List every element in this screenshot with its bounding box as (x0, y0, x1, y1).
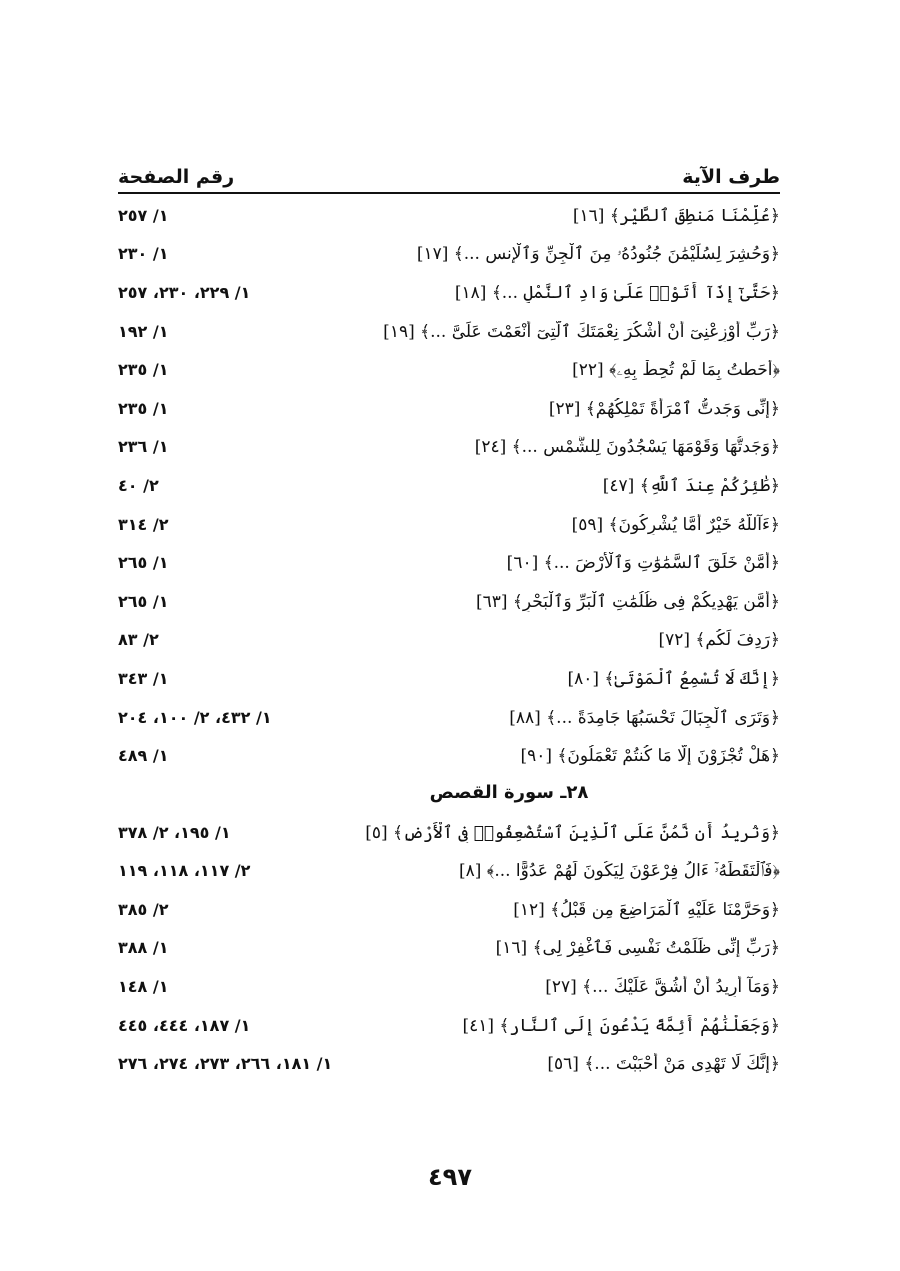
index-row (118, 466, 780, 505)
page-refs: ١/ ١٨٧، ٤٤٤، ٤٤٥ (118, 1015, 251, 1035)
page-refs: ١/ ١٩٥، ٢/ ٣٧٨ (118, 822, 231, 842)
index-row (118, 196, 780, 235)
page-column-header: رقم الصفحة (118, 166, 235, 188)
index-row (118, 890, 780, 929)
index-row (118, 350, 780, 389)
verse-text: ﴿ءَآللَّهُ خَيْرٌ أَمَّا يُشْرِكُونَ﴾ [٥٩] (571, 514, 780, 535)
index-row (118, 428, 780, 467)
page-refs: ١/ ٢٣٥ (118, 360, 169, 380)
verse-text: ﴿وَمَآ أُرِيدُ أَنْ أَشُقَّ عَلَيْكَ ...﴾ [٢٧] (545, 977, 780, 998)
verse-text: ﴿رَدِفَ لَكُم﴾ [٧٢] (658, 630, 780, 651)
verse-text: ﴿وَحُشِرَ لِسُلَيْمَٰنَ جُنُودُهُۥ مِنَ ٱلْجِنِّ وَٱلْإِنسِ ...﴾ [١٧] (416, 244, 780, 265)
page-refs: ١/ ٢٥٧ (118, 205, 169, 225)
index-row (118, 505, 780, 544)
index-row (118, 852, 780, 891)
page-refs: ٢/ ٨٣ (118, 630, 159, 650)
surah-section-title: ٢٨ـ سورة القصص (429, 781, 589, 803)
verse-text: ﴿رَبِّ إِنِّى ظَلَمْتُ نَفْسِى فَٱغْفِرْ لِى﴾ [١٦] (495, 938, 780, 959)
verse-text: ﴿إِنَّكَ لَا تَهْدِى مَنْ أَحْبَبْتَ ...﴾ [٥٦] (547, 1054, 780, 1075)
page-number: ٤٩٧ (428, 1163, 472, 1191)
verse-text: ﴿أَمَّن يَهْدِيكُمْ فِى ظُلُمَٰتِ ٱلْبَرِّ وَٱلْبَحْرِ﴾ [٦٣] (475, 591, 780, 612)
index-row (118, 273, 780, 312)
index-row (118, 698, 780, 737)
page-refs: ١/ ٢٣٥ (118, 398, 169, 418)
verse-text: ﴿أَحَطتُ بِمَا لَمْ تُحِطْ بِهِۦ﴾ [٢٢] (572, 359, 780, 380)
index-row (118, 543, 780, 582)
verse-text: ﴿وَنُرِيدُ أَن نَّمُنَّ عَلَى ٱلَّذِينَ ٱسْتُضْعِفُوا۟ فِى ٱلْأَرْضِ﴾ [٥] (365, 822, 780, 843)
verse-column-header: طرف الآية (682, 166, 780, 188)
verse-text: ﴿وَجَعَلْنَٰهُمْ أَئِمَّةً يَدْعُونَ إِلَى ٱلنَّارِ﴾ [٤١] (462, 1015, 780, 1036)
page-refs: ١/ ٢٢٩، ٢٣٠، ٢٥٧ (118, 282, 251, 302)
page-refs: ١/ ٢٣٠ (118, 244, 169, 264)
index-row (118, 389, 780, 428)
page-refs: ٢/ ٤٠ (118, 475, 159, 495)
verse-text: ﴿هَلْ تُجْزَوْنَ إِلَّا مَا كُنتُمْ تَعْمَلُونَ﴾ [٩٠] (520, 746, 780, 767)
page-refs: ١/ ٣٨٨ (118, 938, 169, 958)
index-row (118, 736, 780, 775)
table-header (118, 150, 780, 194)
index-rows-before (118, 196, 780, 775)
index-page (118, 150, 780, 1250)
verse-text: ﴿إِنَّكَ لَا تُسْمِعُ ٱلْمَوْتَىٰ﴾ [٨٠] (567, 668, 780, 689)
index-rows-after (118, 813, 780, 1083)
page-refs: ١/ ٤٣٢، ٢/ ١٠٠، ٢٠٤ (118, 707, 272, 727)
verse-text: ﴿رَبِّ أَوْزِعْنِىٓ أَنْ أَشْكُرَ نِعْمَتَكَ ٱلَّتِىٓ أَنْعَمْتَ عَلَىَّ ...﴾ [١٩] (383, 321, 780, 342)
index-row (118, 235, 780, 274)
index-row (118, 1044, 780, 1083)
verse-text: ﴿حَتَّىٰٓ إِذَآ أَتَوْا۟ عَلَىٰ وَادِ ٱلنَّمْلِ ...﴾ [١٨] (454, 282, 780, 303)
index-row (118, 621, 780, 660)
page-refs: ١/ ٢٦٥ (118, 553, 169, 573)
verse-text: ﴿وَجَدتُّهَا وَقَوْمَهَا يَسْجُدُونَ لِلشَّمْسِ ...﴾ [٢٤] (474, 437, 780, 458)
page-refs: ٢/ ١١٧، ١١٨، ١١٩ (118, 861, 251, 881)
index-row (118, 659, 780, 698)
page-refs: ١/ ٢٦٥ (118, 591, 169, 611)
index-row (118, 312, 780, 351)
verse-text: ﴿إِنِّى وَجَدتُّ ٱمْرَأَةً تَمْلِكُهُمْ﴾ [٢٣] (548, 398, 780, 419)
index-row (118, 967, 780, 1006)
verse-text: ﴿وَحَرَّمْنَا عَلَيْهِ ٱلْمَرَاضِعَ مِن قَبْلُ﴾ [١٢] (513, 899, 780, 920)
verse-text: ﴿وَتَرَى ٱلْجِبَالَ تَحْسَبُهَا جَامِدَةً ...﴾ [٨٨] (509, 707, 780, 728)
page-refs: ١/ ٢٣٦ (118, 437, 169, 457)
verse-text: ﴿عُلِّمْنَا مَنطِقَ ٱلطَّيْرِ﴾ [١٦] (572, 205, 780, 226)
verse-text: ﴿فَٱلْتَقَطَهُۥٓ ءَالُ فِرْعَوْنَ لِيَكُونَ لَهُمْ عَدُوًّا ...﴾ [٨] (458, 860, 780, 881)
index-row (118, 582, 780, 621)
page-refs: ١/ ١٩٢ (118, 321, 169, 341)
page-refs: ١/ ٤٨٩ (118, 746, 169, 766)
verse-text: ﴿طَٰٓئِرُكُمْ عِندَ ٱللَّهِ﴾ [٤٧] (602, 475, 780, 496)
index-row (118, 813, 780, 852)
page-refs: ١/ ١٨١، ٢٦٦، ٢٧٣، ٢٧٤، ٢٧٦ (118, 1054, 333, 1074)
index-row (118, 1006, 780, 1045)
page-refs: ٢/ ٣٨٥ (118, 899, 169, 919)
index-row (118, 929, 780, 968)
page-refs: ١/ ٣٤٣ (118, 668, 169, 688)
page-refs: ٢/ ٣١٤ (118, 514, 169, 534)
verse-text: ﴿أَمَّنْ خَلَقَ ٱلسَّمَٰوَٰتِ وَٱلْأَرْضَ ...﴾ [٦٠] (506, 553, 780, 574)
page-refs: ١/ ١٤٨ (118, 977, 169, 997)
